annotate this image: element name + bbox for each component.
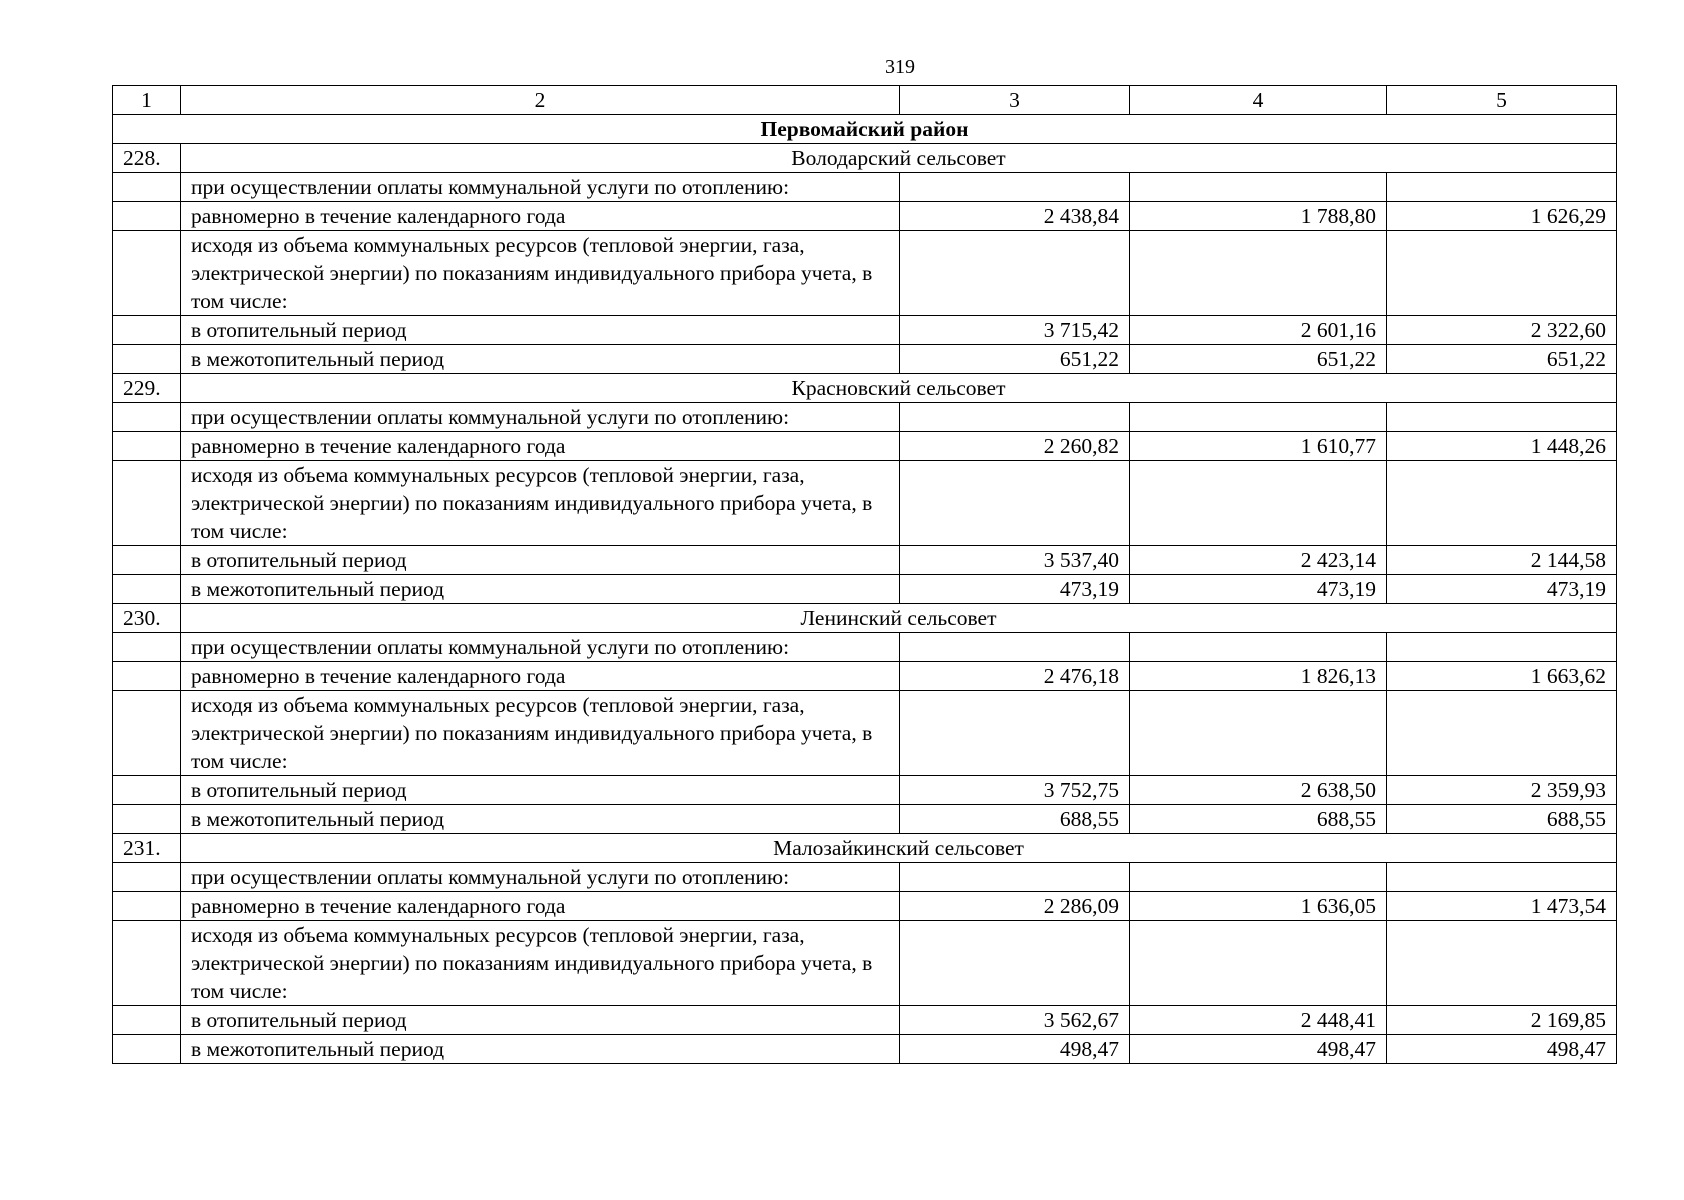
- empty-number-cell: [113, 432, 181, 461]
- value-cell-3: 3 562,67: [900, 1006, 1130, 1035]
- table-row: [113, 805, 1617, 834]
- value-cell-5: 1 663,62: [1387, 662, 1617, 691]
- council-row: [113, 604, 1617, 633]
- tariff-table: [112, 85, 1617, 1064]
- empty-number-cell: [113, 316, 181, 345]
- value-cell-4: 2 423,14: [1130, 546, 1387, 575]
- value-cell-4: 651,22: [1130, 345, 1387, 374]
- row-label: равномерно в течение календарного года: [181, 662, 900, 691]
- value-cell-4: [1130, 863, 1387, 892]
- council-name: Володарский сельсовет: [181, 144, 1617, 173]
- row-label: исходя из объема коммунальных ресурсов (тепловой энергии, газа, электрической энергии) по показаниям индивидуального прибора учета, в том числе:: [181, 921, 900, 1006]
- value-cell-5: 2 359,93: [1387, 776, 1617, 805]
- table-row: [113, 921, 1617, 1006]
- table-row: [113, 461, 1617, 546]
- row-label: в межотопительный период: [181, 345, 900, 374]
- column-header-4: 4: [1130, 86, 1387, 115]
- value-cell-4: 2 638,50: [1130, 776, 1387, 805]
- value-cell-3: [900, 691, 1130, 776]
- row-label: равномерно в течение календарного года: [181, 202, 900, 231]
- empty-number-cell: [113, 921, 181, 1006]
- row-label: при осуществлении оплаты коммунальной услуги по отоплению:: [181, 863, 900, 892]
- empty-number-cell: [113, 691, 181, 776]
- value-cell-4: 2 601,16: [1130, 316, 1387, 345]
- table-row: [113, 432, 1617, 461]
- table-row: [113, 633, 1617, 662]
- row-label: в межотопительный период: [181, 1035, 900, 1064]
- value-cell-5: 651,22: [1387, 345, 1617, 374]
- value-cell-3: [900, 403, 1130, 432]
- empty-number-cell: [113, 461, 181, 546]
- row-label: при осуществлении оплаты коммунальной услуги по отоплению:: [181, 403, 900, 432]
- column-header-2: 2: [181, 86, 900, 115]
- empty-number-cell: [113, 345, 181, 374]
- value-cell-5: [1387, 403, 1617, 432]
- value-cell-5: 2 322,60: [1387, 316, 1617, 345]
- value-cell-5: [1387, 863, 1617, 892]
- value-cell-4: 473,19: [1130, 575, 1387, 604]
- value-cell-3: [900, 231, 1130, 316]
- value-cell-3: 2 286,09: [900, 892, 1130, 921]
- value-cell-3: 2 476,18: [900, 662, 1130, 691]
- council-name: Красновский сельсовет: [181, 374, 1617, 403]
- table-row: [113, 202, 1617, 231]
- page-number: 319: [885, 56, 915, 78]
- value-cell-4: [1130, 231, 1387, 316]
- tariff-table-body: [113, 86, 1617, 1064]
- column-header-row: [113, 86, 1617, 115]
- column-header-3: 3: [900, 86, 1130, 115]
- table-row: [113, 691, 1617, 776]
- table-row: [113, 316, 1617, 345]
- value-cell-5: 1 473,54: [1387, 892, 1617, 921]
- value-cell-4: 1 788,80: [1130, 202, 1387, 231]
- value-cell-5: [1387, 921, 1617, 1006]
- value-cell-3: [900, 633, 1130, 662]
- value-cell-3: [900, 173, 1130, 202]
- row-number: 228.: [113, 144, 181, 173]
- table-row: [113, 892, 1617, 921]
- table-row: [113, 575, 1617, 604]
- empty-number-cell: [113, 202, 181, 231]
- district-title: Первомайский район: [113, 115, 1617, 144]
- value-cell-3: 498,47: [900, 1035, 1130, 1064]
- empty-number-cell: [113, 863, 181, 892]
- row-label: в отопительный период: [181, 776, 900, 805]
- value-cell-5: 1 626,29: [1387, 202, 1617, 231]
- row-number: 230.: [113, 604, 181, 633]
- value-cell-5: [1387, 173, 1617, 202]
- row-label: исходя из объема коммунальных ресурсов (тепловой энергии, газа, электрической энергии) по показаниям индивидуального прибора учета, в том числе:: [181, 691, 900, 776]
- empty-number-cell: [113, 231, 181, 316]
- value-cell-5: 473,19: [1387, 575, 1617, 604]
- value-cell-4: 688,55: [1130, 805, 1387, 834]
- table-row: [113, 1006, 1617, 1035]
- value-cell-3: 688,55: [900, 805, 1130, 834]
- value-cell-5: 1 448,26: [1387, 432, 1617, 461]
- row-label: при осуществлении оплаты коммунальной услуги по отоплению:: [181, 173, 900, 202]
- value-cell-4: [1130, 461, 1387, 546]
- empty-number-cell: [113, 546, 181, 575]
- council-name: Малозайкинский сельсовет: [181, 834, 1617, 863]
- value-cell-5: [1387, 691, 1617, 776]
- empty-number-cell: [113, 633, 181, 662]
- value-cell-5: [1387, 633, 1617, 662]
- value-cell-4: [1130, 633, 1387, 662]
- value-cell-4: 1 610,77: [1130, 432, 1387, 461]
- row-label: в отопительный период: [181, 546, 900, 575]
- empty-number-cell: [113, 1035, 181, 1064]
- empty-number-cell: [113, 575, 181, 604]
- value-cell-3: 2 260,82: [900, 432, 1130, 461]
- row-number: 231.: [113, 834, 181, 863]
- row-label: в отопительный период: [181, 1006, 900, 1035]
- table-row: [113, 863, 1617, 892]
- table-row: [113, 546, 1617, 575]
- empty-number-cell: [113, 892, 181, 921]
- value-cell-5: [1387, 231, 1617, 316]
- row-label: исходя из объема коммунальных ресурсов (тепловой энергии, газа, электрической энергии) по показаниям индивидуального прибора учета, в том числе:: [181, 461, 900, 546]
- value-cell-3: 2 438,84: [900, 202, 1130, 231]
- table-row: [113, 231, 1617, 316]
- value-cell-4: 1 636,05: [1130, 892, 1387, 921]
- value-cell-3: 3 752,75: [900, 776, 1130, 805]
- table-row: [113, 776, 1617, 805]
- value-cell-4: [1130, 921, 1387, 1006]
- value-cell-3: [900, 921, 1130, 1006]
- value-cell-4: [1130, 173, 1387, 202]
- value-cell-4: 2 448,41: [1130, 1006, 1387, 1035]
- row-number: 229.: [113, 374, 181, 403]
- value-cell-5: [1387, 461, 1617, 546]
- value-cell-5: 2 169,85: [1387, 1006, 1617, 1035]
- empty-number-cell: [113, 662, 181, 691]
- table-row: [113, 1035, 1617, 1064]
- council-row: [113, 834, 1617, 863]
- value-cell-3: 651,22: [900, 345, 1130, 374]
- row-label: в отопительный период: [181, 316, 900, 345]
- empty-number-cell: [113, 1006, 181, 1035]
- value-cell-4: 1 826,13: [1130, 662, 1387, 691]
- value-cell-3: [900, 461, 1130, 546]
- council-row: [113, 374, 1617, 403]
- empty-number-cell: [113, 403, 181, 432]
- row-label: в межотопительный период: [181, 805, 900, 834]
- empty-number-cell: [113, 805, 181, 834]
- table-row: [113, 662, 1617, 691]
- row-label: равномерно в течение календарного года: [181, 892, 900, 921]
- column-header-1: 1: [113, 86, 181, 115]
- row-label: исходя из объема коммунальных ресурсов (тепловой энергии, газа, электрической энергии) по показаниям индивидуального прибора учета, в том числе:: [181, 231, 900, 316]
- table-row: [113, 173, 1617, 202]
- value-cell-3: [900, 863, 1130, 892]
- value-cell-5: 688,55: [1387, 805, 1617, 834]
- value-cell-3: 3 537,40: [900, 546, 1130, 575]
- value-cell-4: [1130, 691, 1387, 776]
- empty-number-cell: [113, 776, 181, 805]
- row-label: равномерно в течение календарного года: [181, 432, 900, 461]
- value-cell-3: 3 715,42: [900, 316, 1130, 345]
- table-row: [113, 345, 1617, 374]
- column-header-5: 5: [1387, 86, 1617, 115]
- value-cell-5: 498,47: [1387, 1035, 1617, 1064]
- value-cell-5: 2 144,58: [1387, 546, 1617, 575]
- council-row: [113, 144, 1617, 173]
- value-cell-4: 498,47: [1130, 1035, 1387, 1064]
- council-name: Ленинский сельсовет: [181, 604, 1617, 633]
- value-cell-4: [1130, 403, 1387, 432]
- row-label: при осуществлении оплаты коммунальной услуги по отоплению:: [181, 633, 900, 662]
- value-cell-3: 473,19: [900, 575, 1130, 604]
- row-label: в межотопительный период: [181, 575, 900, 604]
- district-row: [113, 115, 1617, 144]
- table-row: [113, 403, 1617, 432]
- empty-number-cell: [113, 173, 181, 202]
